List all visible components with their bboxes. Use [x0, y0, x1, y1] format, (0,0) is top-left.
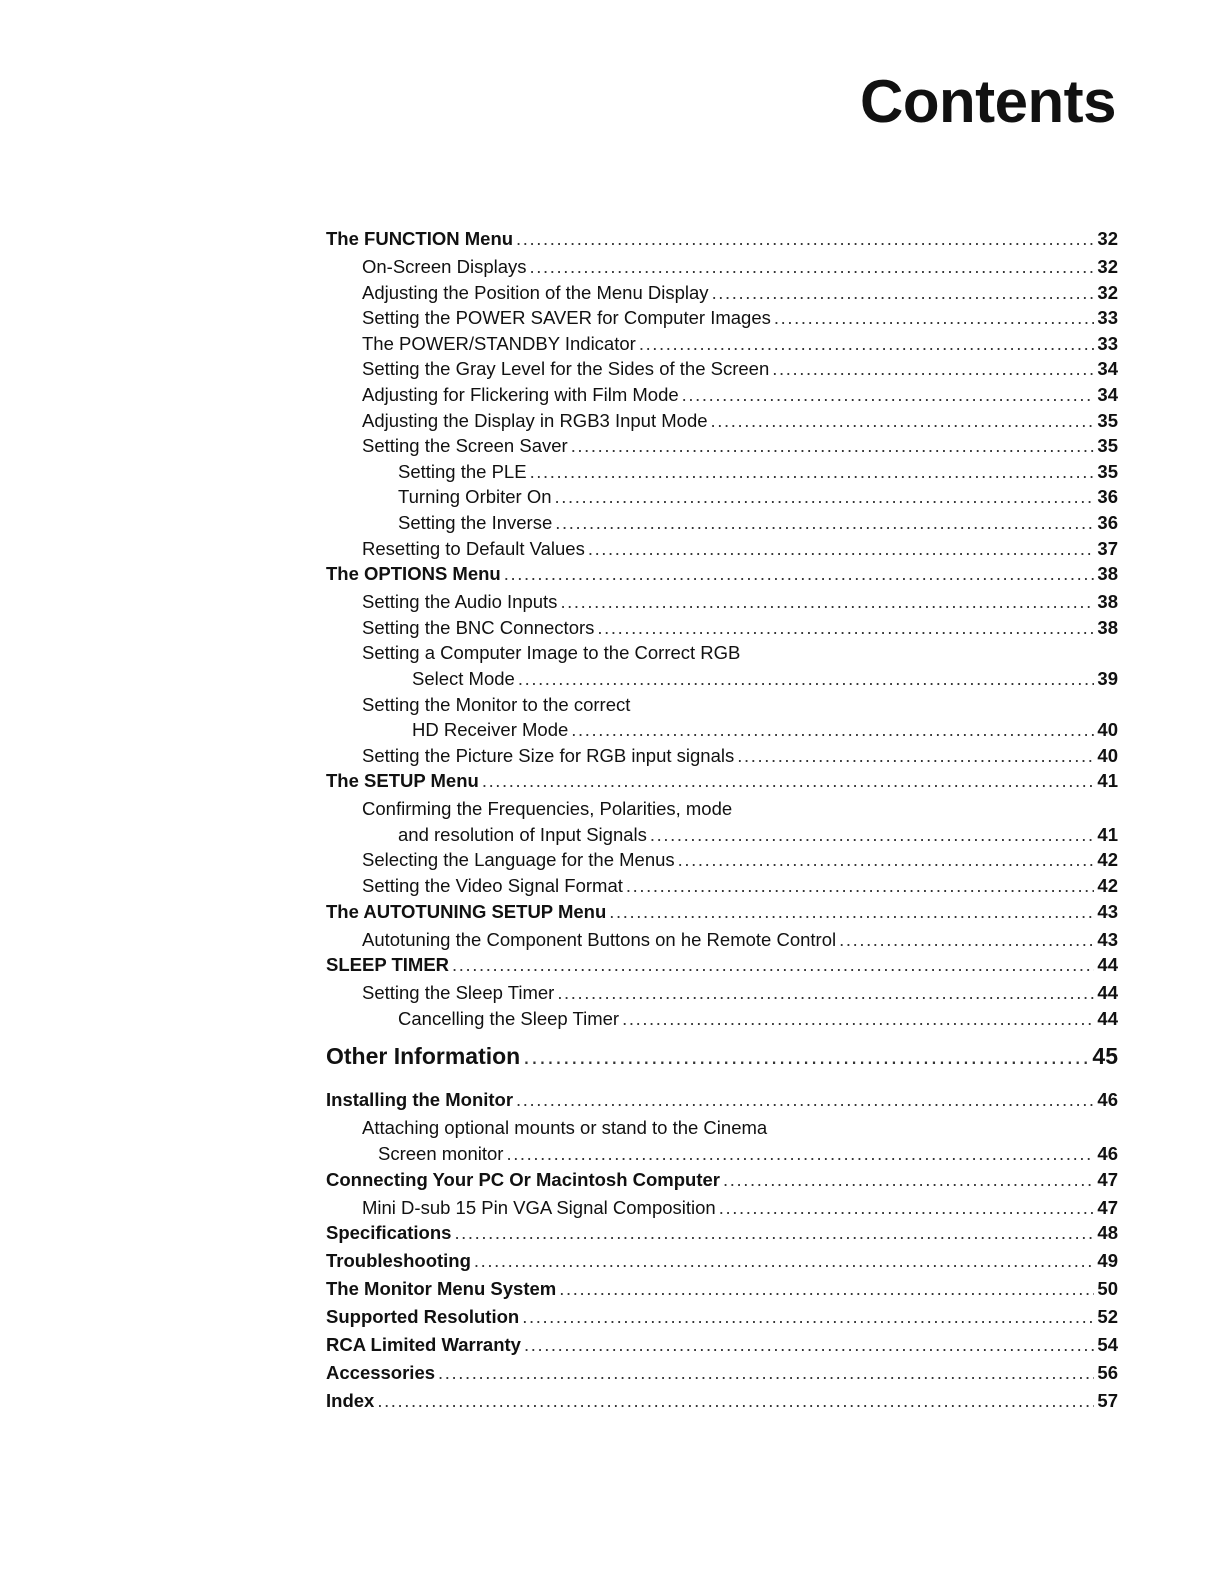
toc-dot-leader — [523, 1043, 1089, 1070]
toc-dot-leader — [555, 512, 1094, 534]
toc-dot-leader — [772, 358, 1094, 380]
toc-page-number: 45 — [1092, 1043, 1118, 1070]
toc-entry-title: and resolution of Input Signals — [398, 823, 647, 845]
toc-entry[interactable] — [326, 1390, 1118, 1418]
toc-entry-title: Setting the Inverse — [398, 511, 553, 533]
toc-entry-title: Other Information — [326, 1043, 521, 1070]
toc-entry-title: Attaching optional mounts or stand to the Cinema — [362, 1117, 768, 1139]
toc-entry[interactable] — [326, 1117, 1118, 1143]
toc-entry[interactable] — [326, 563, 1118, 591]
toc-page-number: 38 — [1097, 591, 1118, 613]
toc-entry-title: Resetting to Default Values — [362, 537, 585, 559]
toc-entry[interactable] — [326, 1278, 1118, 1306]
toc-entry-title: Specifications — [326, 1222, 452, 1244]
toc-entry-title: The Monitor Menu System — [326, 1278, 557, 1300]
toc-page-number: 37 — [1097, 537, 1118, 559]
toc-entry-title: The OPTIONS Menu — [326, 563, 501, 585]
toc-page-number: 35 — [1097, 435, 1118, 457]
toc-entry[interactable] — [326, 929, 1118, 955]
toc-entry[interactable] — [326, 282, 1118, 308]
toc-page-number: 38 — [1097, 563, 1118, 585]
toc-page-number: 38 — [1097, 616, 1118, 638]
toc-entry-title: Adjusting the Position of the Menu Display — [362, 281, 709, 303]
toc-section-heading[interactable] — [326, 1033, 1118, 1089]
toc-dot-leader — [622, 1008, 1094, 1030]
toc-dot-leader — [377, 1390, 1094, 1412]
toc-entry-continuation[interactable] — [326, 1143, 1118, 1169]
toc-dot-leader — [774, 307, 1095, 329]
toc-entry-title: Accessories — [326, 1362, 436, 1384]
toc-dot-leader — [650, 824, 1095, 846]
toc-entry[interactable] — [326, 410, 1118, 436]
toc-page-number: 42 — [1097, 875, 1118, 897]
toc-dot-leader — [452, 954, 1094, 976]
toc-page-number: 39 — [1097, 667, 1118, 689]
toc-page-number: 46 — [1097, 1143, 1118, 1165]
toc-entry-title: Setting the PLE — [398, 460, 527, 482]
toc-entry-title: RCA Limited Warranty — [326, 1334, 521, 1356]
toc-entry-title: Setting the Monitor to the correct — [362, 693, 631, 715]
toc-entry-title: Selecting the Language for the Menus — [362, 849, 675, 871]
toc-dot-leader — [516, 228, 1094, 250]
toc-page-number: 33 — [1097, 332, 1118, 354]
toc-page-number: 49 — [1097, 1250, 1118, 1272]
toc-page-number: 43 — [1097, 928, 1118, 950]
toc-page-number: 41 — [1097, 770, 1118, 792]
toc-entry-title: Select Mode — [412, 667, 515, 689]
toc-entry-title: SLEEP TIMER — [326, 954, 450, 976]
toc-dot-leader — [557, 982, 1094, 1004]
toc-entry-continuation[interactable] — [326, 719, 1118, 745]
toc-entry[interactable] — [326, 745, 1118, 771]
toc-entry[interactable] — [326, 982, 1118, 1008]
toc-entry-title: Setting the Screen Saver — [362, 435, 568, 457]
toc-entry-title: Supported Resolution — [326, 1306, 520, 1328]
toc-page-number: 40 — [1097, 719, 1118, 741]
toc-dot-leader — [588, 538, 1095, 560]
toc-page-number: 50 — [1097, 1278, 1118, 1300]
toc-entry[interactable] — [326, 1362, 1118, 1390]
toc-dot-leader — [639, 333, 1095, 355]
toc-entry-title: Autotuning the Component Buttons on he Remote Control — [362, 928, 837, 950]
toc-entry-title: Setting the POWER SAVER for Computer Images — [362, 307, 771, 329]
toc-page-number: 40 — [1097, 744, 1118, 766]
toc-entry-title: Setting the Audio Inputs — [362, 591, 558, 613]
toc-entry-title: The SETUP Menu — [326, 770, 479, 792]
toc-page-number: 42 — [1097, 849, 1118, 871]
toc-entry[interactable] — [326, 1008, 1118, 1034]
toc-entry[interactable] — [326, 798, 1118, 824]
toc-dot-leader — [571, 435, 1095, 457]
toc-entry-title: The POWER/STANDBY Indicator — [362, 332, 636, 354]
toc-page-number: 46 — [1097, 1089, 1118, 1111]
toc-dot-leader — [712, 282, 1095, 304]
toc-entry-title: Troubleshooting — [326, 1250, 471, 1272]
toc-dot-leader — [504, 563, 1095, 585]
toc-entry[interactable] — [326, 1306, 1118, 1334]
toc-dot-leader — [516, 1089, 1094, 1111]
toc-page-number: 35 — [1097, 409, 1118, 431]
toc-dot-leader — [711, 410, 1095, 432]
toc-entry-title: Confirming the Frequencies, Polarities, mode — [362, 798, 733, 820]
toc-entry-title: Connecting Your PC Or Macintosh Computer — [326, 1168, 721, 1190]
toc-entry[interactable] — [326, 1089, 1118, 1117]
toc-dot-leader — [530, 461, 1095, 483]
toc-page-number: 44 — [1097, 954, 1118, 976]
toc-entry-title: Setting the BNC Connectors — [362, 616, 595, 638]
toc-entry[interactable] — [326, 849, 1118, 875]
toc-entry[interactable] — [326, 1250, 1118, 1278]
toc-dot-leader — [560, 591, 1094, 613]
toc-page-number: 48 — [1097, 1222, 1118, 1244]
toc-entry[interactable] — [326, 954, 1118, 982]
toc-entry-title: Cancelling the Sleep Timer — [398, 1007, 620, 1029]
toc-dot-leader — [438, 1362, 1094, 1384]
toc-entry[interactable] — [326, 486, 1118, 512]
toc-entry-title: Setting the Gray Level for the Sides of the Screen — [362, 358, 770, 380]
toc-entry[interactable] — [326, 228, 1118, 256]
toc-entry-title: The FUNCTION Menu — [326, 228, 514, 249]
toc-page-number: 32 — [1097, 256, 1118, 277]
toc-page-number: 36 — [1097, 486, 1118, 508]
toc-dot-leader — [626, 875, 1095, 897]
table-of-contents — [326, 228, 1118, 1418]
toc-dot-leader — [482, 770, 1095, 792]
toc-entry[interactable] — [326, 1169, 1118, 1197]
page-title: Contents — [860, 68, 1116, 135]
toc-entry[interactable] — [326, 591, 1118, 617]
toc-entry[interactable] — [326, 1222, 1118, 1250]
toc-page-number: 47 — [1097, 1196, 1118, 1218]
toc-entry-title: Setting a Computer Image to the Correct RGB — [362, 642, 741, 664]
toc-entry-title: Setting the Video Signal Format — [362, 875, 623, 897]
toc-entry-continuation[interactable] — [326, 668, 1118, 694]
toc-page-number: 33 — [1097, 307, 1118, 329]
toc-entry[interactable] — [326, 512, 1118, 538]
toc-entry-continuation[interactable] — [326, 824, 1118, 850]
toc-page-number: 32 — [1097, 281, 1118, 303]
toc-page-number: 34 — [1097, 358, 1118, 380]
toc-entry-title: Adjusting the Display in RGB3 Input Mode — [362, 409, 708, 431]
toc-dot-leader — [719, 1197, 1095, 1219]
toc-dot-leader — [555, 486, 1095, 508]
toc-entry[interactable] — [326, 256, 1118, 282]
toc-entry-title: Installing the Monitor — [326, 1089, 514, 1111]
toc-entry[interactable] — [326, 1334, 1118, 1362]
toc-entry[interactable] — [326, 358, 1118, 384]
toc-dot-leader — [454, 1222, 1094, 1244]
toc-dot-leader — [506, 1143, 1094, 1165]
toc-entry[interactable] — [326, 307, 1118, 333]
toc-dot-leader — [559, 1278, 1094, 1300]
toc-entry-title: Mini D-sub 15 Pin VGA Signal Composition — [362, 1196, 716, 1218]
toc-dot-leader — [530, 256, 1095, 278]
toc-page-number: 52 — [1097, 1306, 1118, 1328]
toc-page-number: 34 — [1097, 383, 1118, 405]
toc-page-number: 41 — [1097, 823, 1118, 845]
toc-entry-title: HD Receiver Mode — [412, 719, 569, 741]
toc-entry[interactable] — [326, 461, 1118, 487]
toc-entry[interactable] — [326, 694, 1118, 720]
toc-dot-leader — [518, 668, 1095, 690]
toc-entry[interactable] — [326, 770, 1118, 798]
toc-dot-leader — [597, 617, 1094, 639]
toc-dot-leader — [522, 1306, 1094, 1328]
toc-page-number: 36 — [1097, 511, 1118, 533]
toc-page-number: 35 — [1097, 460, 1118, 482]
toc-entry[interactable] — [326, 617, 1118, 643]
toc-page-number: 43 — [1097, 900, 1118, 922]
toc-entry[interactable] — [326, 435, 1118, 461]
toc-page-number: 32 — [1097, 228, 1118, 249]
toc-page-number: 44 — [1097, 982, 1118, 1004]
toc-entry-title: On-Screen Displays — [362, 256, 527, 277]
toc-dot-leader — [524, 1334, 1094, 1356]
toc-dot-leader — [682, 384, 1095, 406]
toc-entry[interactable] — [326, 384, 1118, 410]
toc-entry[interactable] — [326, 642, 1118, 668]
toc-entry[interactable] — [326, 1197, 1118, 1223]
toc-dot-leader — [678, 849, 1095, 871]
toc-entry[interactable] — [326, 901, 1118, 929]
toc-dot-leader — [474, 1250, 1095, 1272]
toc-entry-title: Setting the Sleep Timer — [362, 982, 555, 1004]
toc-entry-title: Index — [326, 1390, 375, 1412]
toc-entry-title: Screen monitor — [378, 1143, 504, 1165]
toc-dot-leader — [839, 929, 1094, 951]
toc-entry[interactable] — [326, 333, 1118, 359]
toc-dot-leader — [571, 719, 1094, 741]
toc-entry[interactable] — [326, 875, 1118, 901]
toc-entry-title: Adjusting for Flickering with Film Mode — [362, 383, 679, 405]
toc-entry-title: Setting the Picture Size for RGB input signals — [362, 744, 735, 766]
toc-entry-title: Turning Orbiter On — [398, 486, 552, 508]
toc-page-number: 54 — [1097, 1334, 1118, 1356]
toc-entry-title: The AUTOTUNING SETUP Menu — [326, 900, 607, 922]
toc-page-number: 47 — [1097, 1168, 1118, 1190]
toc-page-number: 57 — [1097, 1390, 1118, 1412]
toc-dot-leader — [723, 1169, 1094, 1191]
toc-dot-leader — [737, 745, 1094, 767]
toc-page-number: 44 — [1097, 1007, 1118, 1029]
toc-entry[interactable] — [326, 538, 1118, 564]
toc-dot-leader — [609, 901, 1094, 923]
toc-page-number: 56 — [1097, 1362, 1118, 1384]
